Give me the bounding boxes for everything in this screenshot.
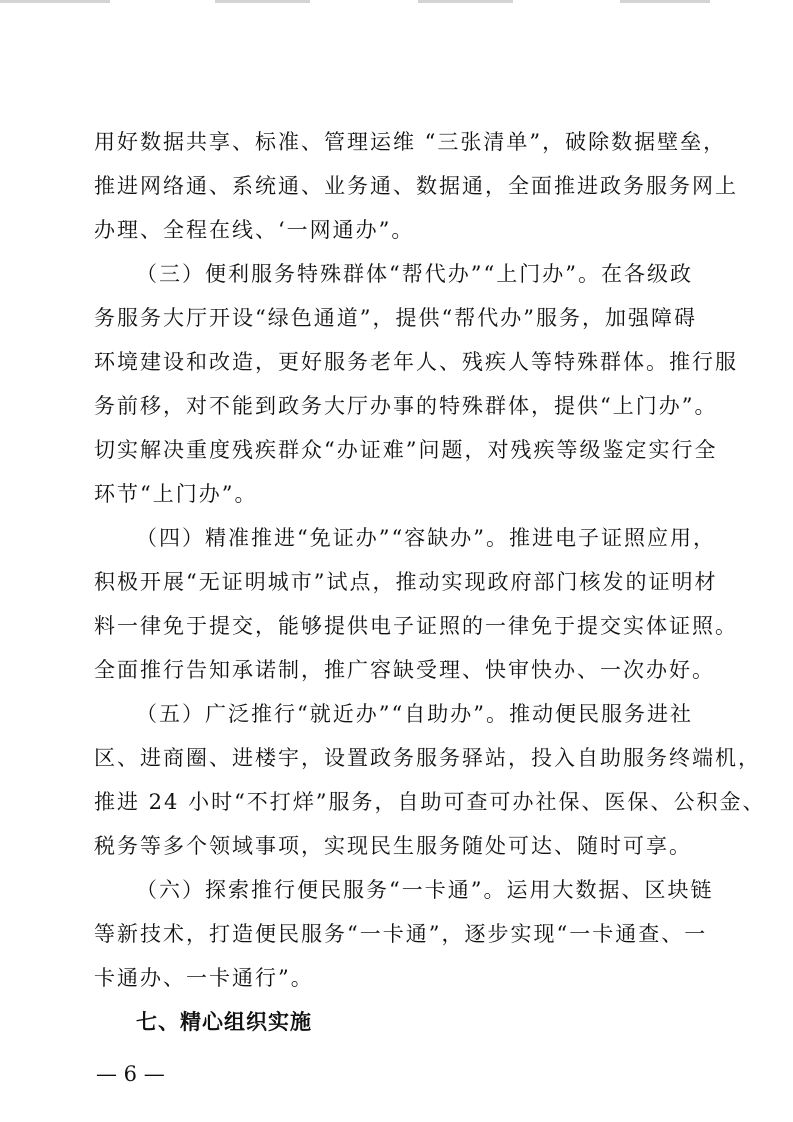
section-6-first-line: （六）探索推行便民服务“一卡通”。运用大数据、区块链 [136,878,714,902]
top-edge-mark [215,0,310,3]
section-3-first-line: （三）便利服务特殊群体“帮代办”“上门办”。在各级政 [136,262,693,286]
page-number: — 6 — [96,1062,165,1086]
body-text-line: 全面推行告知承诺制，推广容缺受理、快审快办、一次办好。 [94,658,715,682]
body-text-line: 推进网络通、系统通、业务通、数据通，全面推进政务服务网上 [94,174,738,198]
body-text-line: 务前移，对不能到政务大厅办事的特殊群体，提供“上门办”。 [94,394,718,418]
body-text-line: 务服务大厅开设“绿色通道”，提供“帮代办”服务，加强障碍 [94,306,697,330]
section-5-first-line: （五）广泛推行“就近办”“自助办”。推动便民服务进社 [136,702,693,726]
body-text-line: 税务等多个领域事项，实现民生服务随处可达、随时可享。 [94,834,692,858]
body-text-line: 料一律免于提交，能够提供电子证照的一律免于提交实体证照。 [94,614,738,638]
top-edge-mark [418,0,513,3]
body-text-line: 环境建设和改造，更好服务老年人、残疾人等特殊群体。推行服 [94,350,738,374]
body-text-line: 等新技术，打造便民服务“一卡通”，逐步实现“一卡通查、一 [94,922,708,946]
body-text-line: 环节“上门办”。 [94,482,258,506]
top-edge-marks [0,0,793,10]
section-4-first-line: （四）精准推进“免证办”“容缺办”。推进电子证照应用， [136,526,716,550]
top-edge-mark [0,0,110,3]
body-text-line: 推进 24 小时“不打烊”服务，自助可查可办社保、医保、公积金、 [94,790,766,814]
body-text-line: 卡通办、一卡通行”。 [94,966,314,990]
body-text-line: 用好数据共享、标准、管理运维 “三张清单”，破除数据壁垒， [94,130,727,154]
body-text-line: 积极开展“无证明城市”试点，推动实现政府部门核发的证明材 [94,570,718,594]
section-heading: 七、精心组织实施 [136,1010,312,1034]
body-text-line: 切实解决重度残疾群众“办证难”问题，对残疾等级鉴定实行全 [94,438,718,462]
top-edge-mark [620,0,710,3]
body-text-line: 区、进商圈、进楼宇，设置政务服务驿站，投入自助服务终端机， [94,746,761,770]
body-text-line: 办理、全程在线、‘一网通办”。 [94,218,415,242]
